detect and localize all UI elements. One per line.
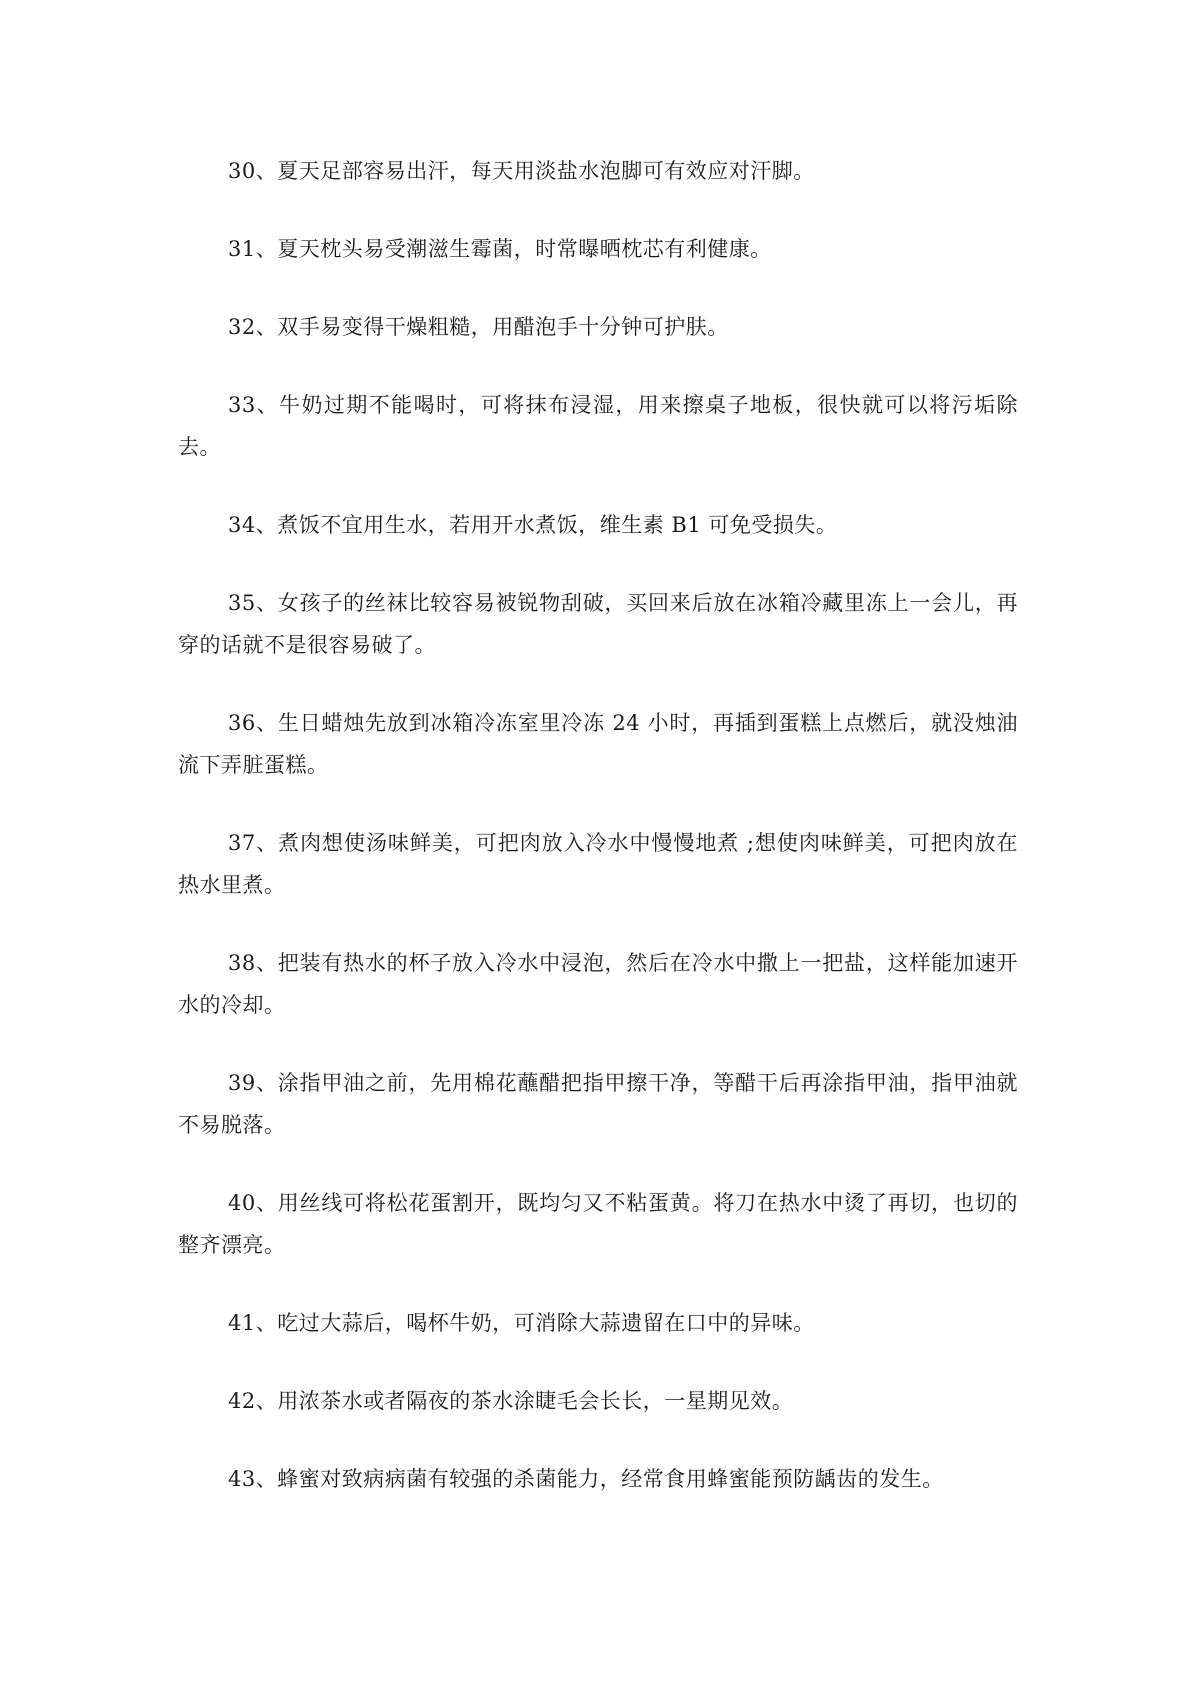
tip-41: 41、吃过大蒜后，喝杯牛奶，可消除大蒜遗留在口中的异味。 xyxy=(228,1311,815,1335)
tip-34: 34、煮饭不宜用生水，若用开水煮饭，维生素 B1 可免受损失。 xyxy=(228,513,838,537)
tip-36: 36、生日蜡烛先放到冰箱冷冻室里冷冻 24 小时，再插到蛋糕上点燃后，就没烛油流下弄脏蛋糕。 xyxy=(178,711,1018,777)
tip-30: 30、夏天足部容易出汗，每天用淡盐水泡脚可有效应对汗脚。 xyxy=(228,159,815,183)
tip-38: 38、把装有热水的杯子放入冷水中浸泡，然后在冷水中撒上一把盐，这样能加速开水的冷却。 xyxy=(178,951,1018,1017)
tip-40: 40、用丝线可将松花蛋割开，既均匀又不粘蛋黄。将刀在热水中烫了再切，也切的整齐漂亮。 xyxy=(178,1191,1018,1257)
tip-33: 33、牛奶过期不能喝时，可将抹布浸湿，用来擦桌子地板，很快就可以将污垢除去。 xyxy=(178,393,1018,459)
tip-32: 32、双手易变得干燥粗糙，用醋泡手十分钟可护肤。 xyxy=(228,315,729,339)
tip-35: 35、女孩子的丝袜比较容易被锐物刮破，买回来后放在冰箱冷藏里冻上一会儿，再穿的话就不是很容易破了。 xyxy=(178,591,1018,657)
tip-43: 43、蜂蜜对致病病菌有较强的杀菌能力，经常食用蜂蜜能预防龋齿的发生。 xyxy=(228,1467,944,1491)
tip-37: 37、煮肉想使汤味鲜美，可把肉放入冷水中慢慢地煮 ;想使肉味鲜美，可把肉放在热水里煮。 xyxy=(178,831,1018,897)
document-body xyxy=(178,150,1018,1536)
tip-31: 31、夏天枕头易受潮滋生霉菌，时常曝晒枕芯有利健康。 xyxy=(228,237,772,261)
tip-39: 39、涂指甲油之前，先用棉花蘸醋把指甲擦干净，等醋干后再涂指甲油，指甲油就不易脱落。 xyxy=(178,1071,1018,1137)
tip-42: 42、用浓茶水或者隔夜的茶水涂睫毛会长长，一星期见效。 xyxy=(228,1389,794,1413)
